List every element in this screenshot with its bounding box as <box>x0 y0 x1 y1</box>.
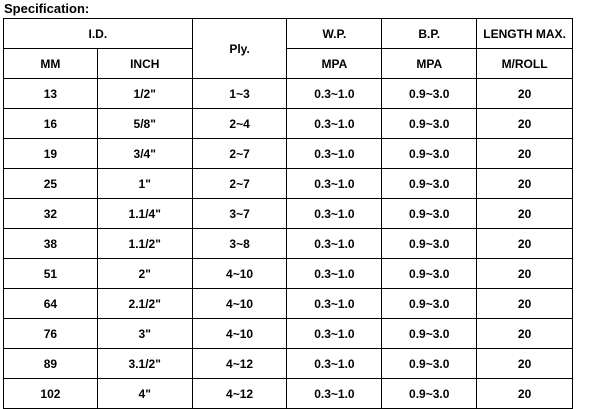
cell-bp: 0.9~3.0 <box>382 229 477 259</box>
cell-wp: 0.3~1.0 <box>287 379 382 409</box>
header-length-unit: M/ROLL <box>477 49 573 79</box>
cell-length: 20 <box>477 229 573 259</box>
cell-mm: 13 <box>4 79 98 109</box>
cell-ply: 4~10 <box>192 259 287 289</box>
cell-wp: 0.3~1.0 <box>287 349 382 379</box>
cell-mm: 89 <box>4 349 98 379</box>
cell-bp: 0.9~3.0 <box>382 319 477 349</box>
cell-inch: 3.1/2" <box>97 349 192 379</box>
cell-ply: 2~7 <box>192 169 287 199</box>
cell-bp: 0.9~3.0 <box>382 199 477 229</box>
cell-bp: 0.9~3.0 <box>382 139 477 169</box>
cell-bp: 0.9~3.0 <box>382 169 477 199</box>
cell-wp: 0.3~1.0 <box>287 139 382 169</box>
cell-length: 20 <box>477 259 573 289</box>
cell-bp: 0.9~3.0 <box>382 349 477 379</box>
table-row <box>4 289 573 319</box>
cell-length: 20 <box>477 199 573 229</box>
cell-inch: 5/8" <box>97 109 192 139</box>
header-row-2 <box>4 49 573 79</box>
table-row <box>4 169 573 199</box>
cell-mm: 16 <box>4 109 98 139</box>
header-ply: Ply. <box>192 19 287 79</box>
cell-ply: 3~8 <box>192 229 287 259</box>
header-row-1 <box>4 19 573 49</box>
cell-mm: 25 <box>4 169 98 199</box>
header-inch: INCH <box>97 49 192 79</box>
cell-length: 20 <box>477 169 573 199</box>
table-row <box>4 259 573 289</box>
cell-ply: 3~7 <box>192 199 287 229</box>
cell-ply: 2~7 <box>192 139 287 169</box>
cell-bp: 0.9~3.0 <box>382 289 477 319</box>
table-row <box>4 229 573 259</box>
header-bp: B.P. <box>382 19 477 49</box>
cell-ply: 4~12 <box>192 349 287 379</box>
cell-inch: 3/4" <box>97 139 192 169</box>
header-wp: W.P. <box>287 19 382 49</box>
cell-inch: 2.1/2" <box>97 289 192 319</box>
cell-inch: 1" <box>97 169 192 199</box>
cell-inch: 2" <box>97 259 192 289</box>
cell-length: 20 <box>477 319 573 349</box>
cell-mm: 76 <box>4 319 98 349</box>
table-body <box>4 19 573 409</box>
cell-length: 20 <box>477 349 573 379</box>
cell-wp: 0.3~1.0 <box>287 289 382 319</box>
cell-inch: 1.1/4" <box>97 199 192 229</box>
header-wp-unit: MPA <box>287 49 382 79</box>
cell-wp: 0.3~1.0 <box>287 199 382 229</box>
cell-bp: 0.9~3.0 <box>382 379 477 409</box>
cell-inch: 1.1/2" <box>97 229 192 259</box>
header-bp-unit: MPA <box>382 49 477 79</box>
cell-ply: 2~4 <box>192 109 287 139</box>
cell-wp: 0.3~1.0 <box>287 319 382 349</box>
header-length: LENGTH MAX. <box>477 19 573 49</box>
cell-mm: 102 <box>4 379 98 409</box>
cell-inch: 1/2" <box>97 79 192 109</box>
table-row <box>4 349 573 379</box>
table-row <box>4 109 573 139</box>
cell-inch: 4" <box>97 379 192 409</box>
cell-mm: 38 <box>4 229 98 259</box>
table-row <box>4 319 573 349</box>
table-row <box>4 199 573 229</box>
cell-length: 20 <box>477 109 573 139</box>
cell-wp: 0.3~1.0 <box>287 229 382 259</box>
cell-length: 20 <box>477 139 573 169</box>
cell-bp: 0.9~3.0 <box>382 109 477 139</box>
table-row <box>4 79 573 109</box>
cell-ply: 1~3 <box>192 79 287 109</box>
cell-ply: 4~10 <box>192 319 287 349</box>
table-row <box>4 379 573 409</box>
table-row <box>4 139 573 169</box>
cell-inch: 3" <box>97 319 192 349</box>
cell-length: 20 <box>477 379 573 409</box>
cell-wp: 0.3~1.0 <box>287 109 382 139</box>
cell-wp: 0.3~1.0 <box>287 169 382 199</box>
cell-mm: 64 <box>4 289 98 319</box>
cell-bp: 0.9~3.0 <box>382 259 477 289</box>
header-mm: MM <box>4 49 98 79</box>
cell-length: 20 <box>477 289 573 319</box>
cell-wp: 0.3~1.0 <box>287 79 382 109</box>
cell-mm: 51 <box>4 259 98 289</box>
cell-length: 20 <box>477 79 573 109</box>
cell-ply: 4~10 <box>192 289 287 319</box>
page-title: Specification: <box>4 1 90 16</box>
cell-bp: 0.9~3.0 <box>382 79 477 109</box>
cell-mm: 19 <box>4 139 98 169</box>
specification-table <box>3 18 573 409</box>
header-id: I.D. <box>4 19 193 49</box>
cell-mm: 32 <box>4 199 98 229</box>
cell-wp: 0.3~1.0 <box>287 259 382 289</box>
cell-ply: 4~12 <box>192 379 287 409</box>
